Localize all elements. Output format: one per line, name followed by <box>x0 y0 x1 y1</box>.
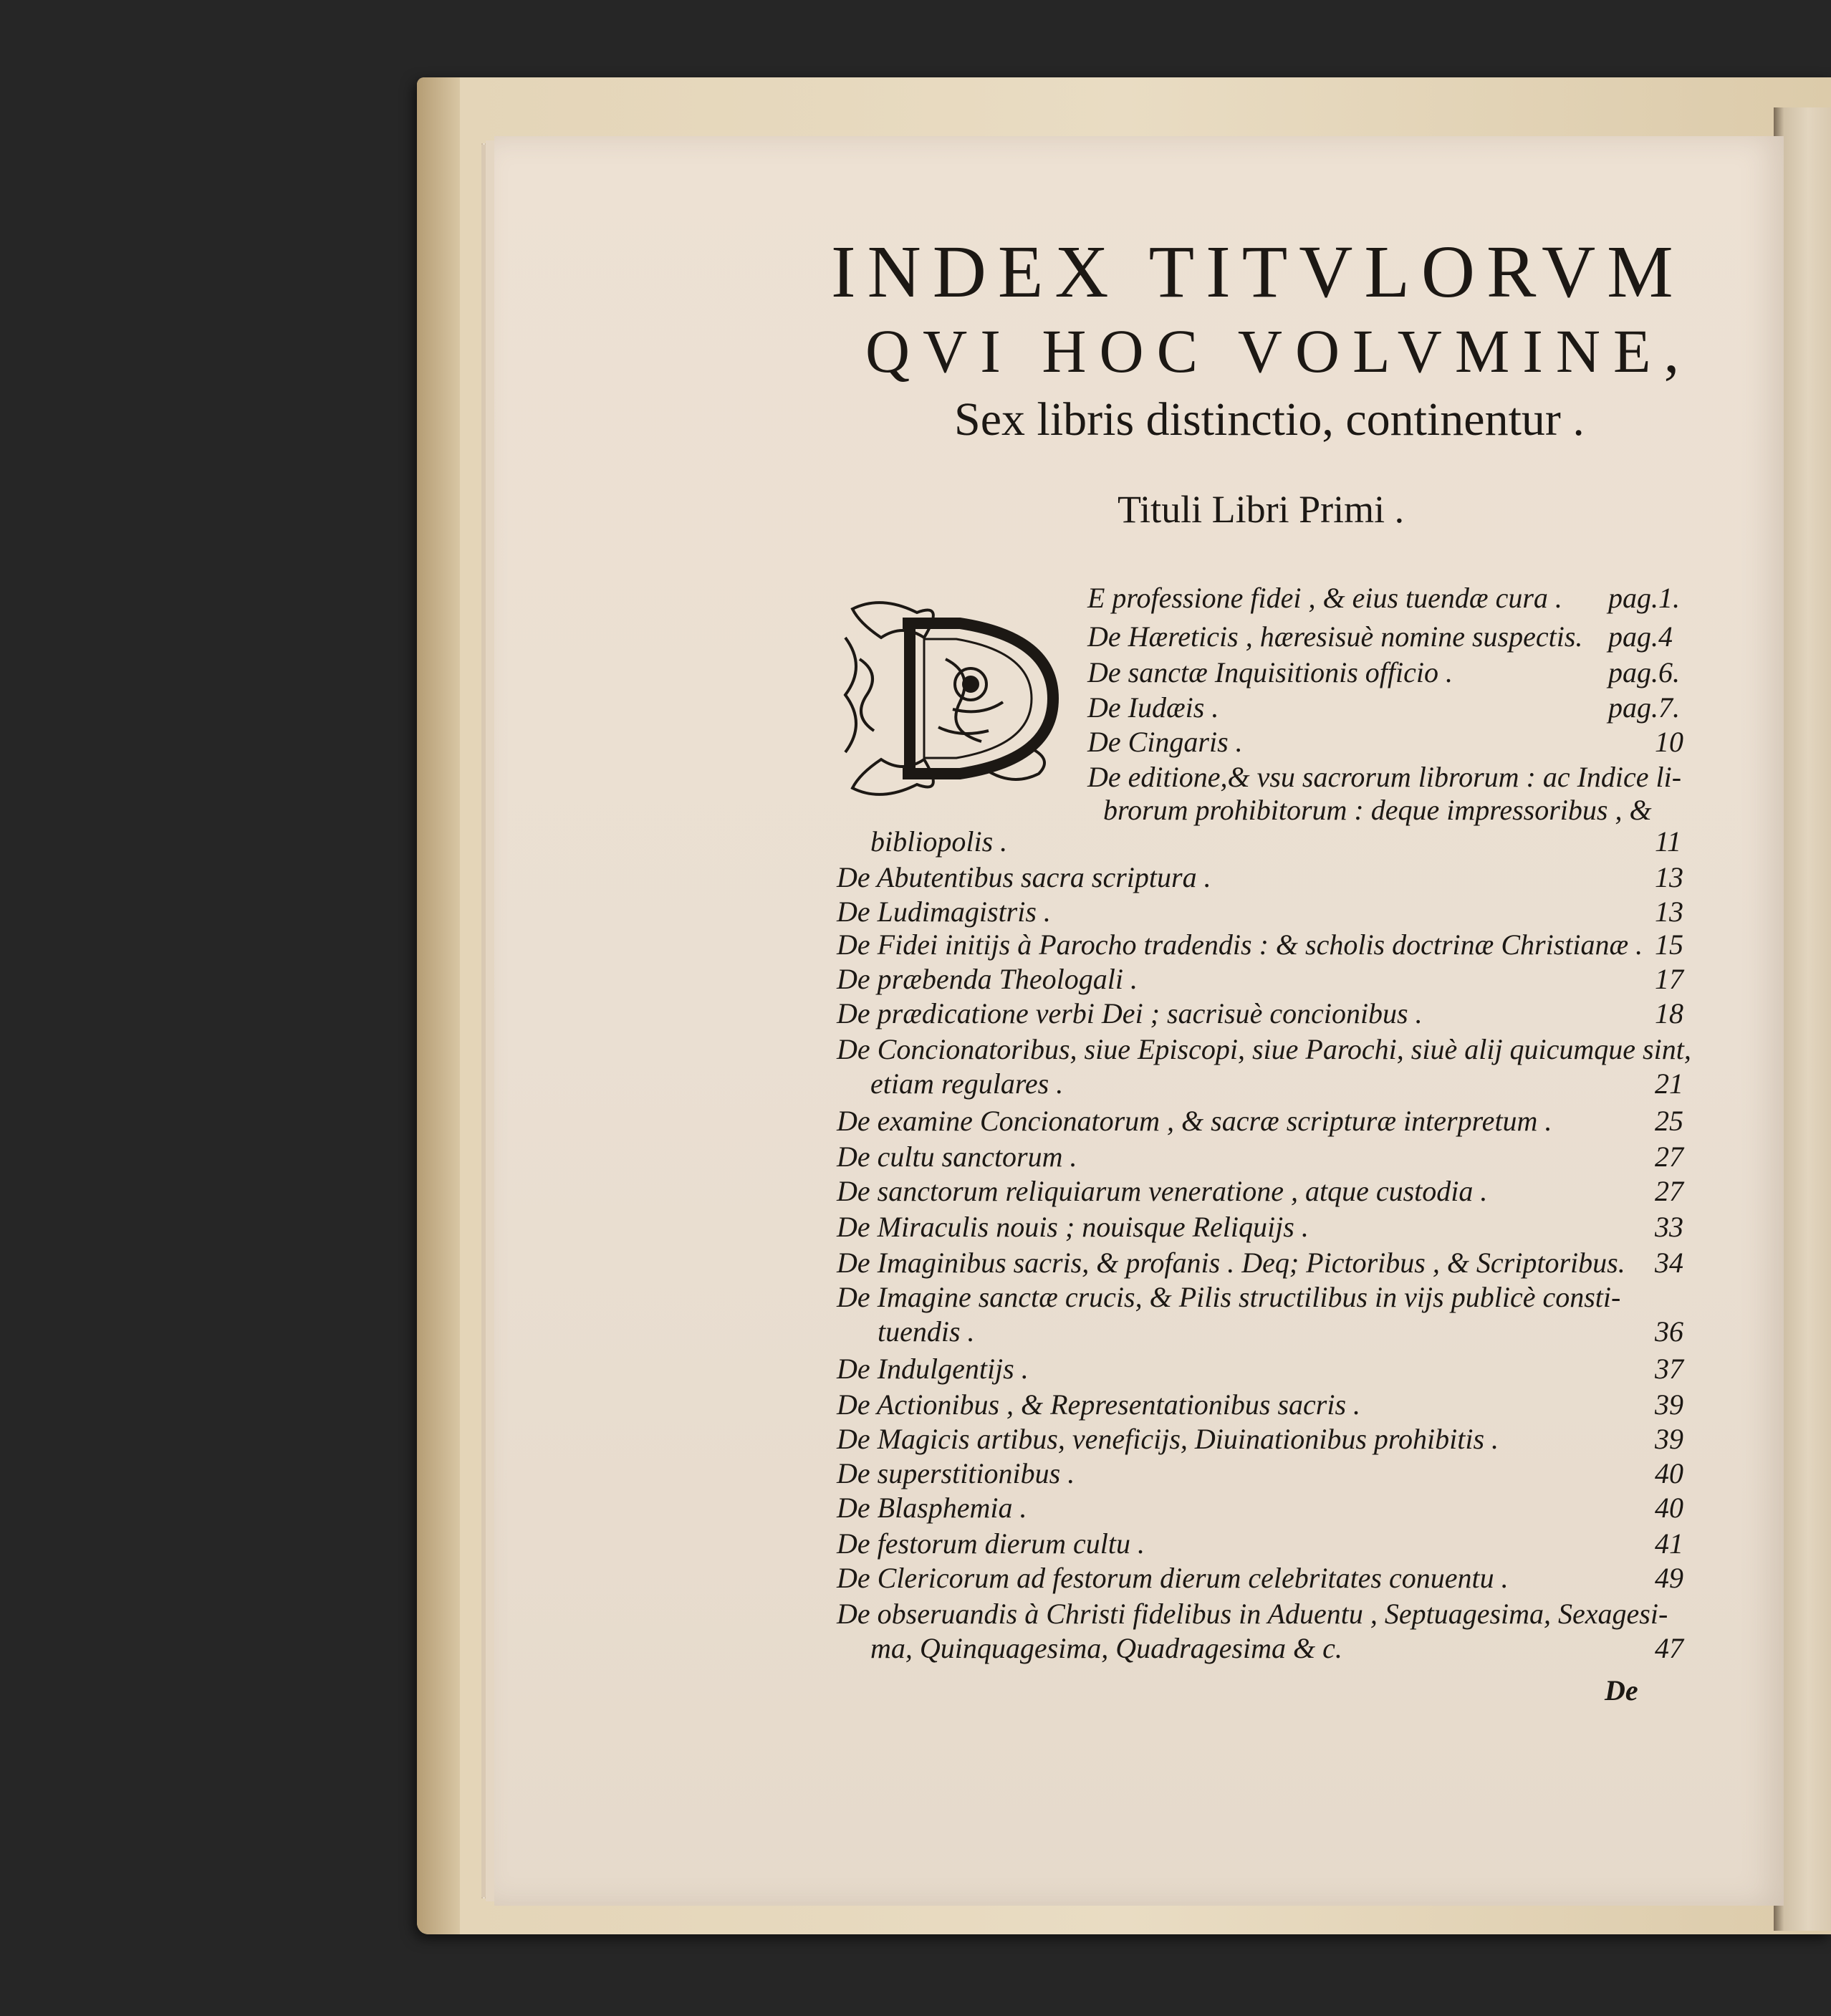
index-entry: E professione fidei , & eius tuendæ cura . <box>1087 582 1562 614</box>
page-number: 27 <box>1655 1141 1683 1173</box>
index-entry: De cultu sanctorum . <box>837 1141 1077 1173</box>
index-entry: etiam regulares . <box>870 1067 1064 1100</box>
index-entry: De examine Concionatorum , & sacræ scripturæ interpretum . <box>837 1105 1552 1137</box>
page-number: 25 <box>1655 1105 1683 1137</box>
index-entry: De Fidei initijs à Parocho tradendis : & scholis doctrinæ Christianæ . <box>837 928 1643 961</box>
page-number: 18 <box>1655 997 1683 1029</box>
section-heading: Tituli Libri Primi . <box>1118 488 1405 531</box>
page-number: 11 <box>1655 825 1682 858</box>
page-number: 40 <box>1655 1492 1683 1524</box>
cover-spine-edge <box>417 77 460 1934</box>
page-stack-edges <box>481 143 491 1899</box>
index-entry: De Actionibus , & Representationibus sacris . <box>837 1388 1361 1421</box>
index-entry: De Imaginibus sacris, & profanis . Deq; Pictoribus , & Scriptoribus. <box>837 1247 1625 1279</box>
ornamental-drop-cap-d-icon <box>838 595 1082 802</box>
page-number: 39 <box>1655 1388 1683 1421</box>
index-entry: De Abutentibus sacra scriptura . <box>837 861 1211 893</box>
page-number: 15 <box>1655 928 1683 961</box>
page-number: 40 <box>1655 1457 1683 1489</box>
index-entry: De præbenda Theologali . <box>837 963 1138 995</box>
index-entry: De Clericorum ad festorum dierum celebritates conuentu . <box>837 1562 1509 1594</box>
page-number: 10 <box>1655 726 1683 758</box>
page-number: 34 <box>1655 1247 1683 1279</box>
page-number: pag.7. <box>1608 691 1680 724</box>
index-entry: ma, Quinquagesima, Quadragesima & c. <box>870 1632 1342 1664</box>
page-number: 13 <box>1655 861 1683 893</box>
index-entry: De prædicatione verbi Dei ; sacrisuè concionibus . <box>837 997 1423 1029</box>
index-entry: De sanctæ Inquisitionis officio . <box>1087 656 1453 688</box>
page-number: 13 <box>1655 896 1683 928</box>
title-line-1: INDEX TITVLORVM <box>831 231 1685 313</box>
page-number: pag.4 <box>1608 620 1673 653</box>
page-number: 21 <box>1655 1067 1683 1100</box>
index-entry: De obseruandis à Christi fidelibus in Aduentu , Septuagesima, Sexagesi- <box>837 1598 1668 1630</box>
page-number: pag.6. <box>1608 656 1680 688</box>
page-number: 47 <box>1655 1632 1683 1664</box>
index-entry: De Miraculis nouis ; nouisque Reliquijs . <box>837 1211 1309 1243</box>
index-entry: De Hæreticis , hæresisuè nomine suspectis. <box>1087 620 1583 653</box>
page-number: 49 <box>1655 1562 1683 1594</box>
page-number: 33 <box>1655 1211 1683 1243</box>
page-number: 17 <box>1655 963 1683 995</box>
index-entry: De editione,& vsu sacrorum librorum : ac Indice li- <box>1087 761 1682 793</box>
page-number: 36 <box>1655 1315 1683 1348</box>
index-entry: De festorum dierum cultu . <box>837 1527 1145 1560</box>
page-number: 37 <box>1655 1353 1683 1385</box>
index-entry: De Indulgentijs . <box>837 1353 1029 1385</box>
index-entry: De sanctorum reliquiarum veneratione , atque custodia . <box>837 1175 1488 1207</box>
page-number: 41 <box>1655 1527 1683 1560</box>
index-entry: tuendis . <box>878 1315 975 1348</box>
index-entry: bibliopolis . <box>870 825 1008 858</box>
page-number: pag.1. <box>1608 582 1680 614</box>
index-entry: De Magicis artibus, veneficijs, Diuinationibus prohibitis . <box>837 1423 1499 1455</box>
title-line-2: QVI HOC VOLVMINE, <box>865 317 1693 385</box>
index-entry: De Cingaris . <box>1087 726 1243 758</box>
index-entry: De Blasphemia . <box>837 1492 1027 1524</box>
index-entry: De superstitionibus . <box>837 1457 1075 1489</box>
catchword: De <box>1605 1674 1638 1707</box>
index-entry: De Imagine sanctæ crucis, & Pilis structilibus in vijs publicè consti- <box>837 1281 1621 1313</box>
page-number: 39 <box>1655 1423 1683 1455</box>
page-number: 27 <box>1655 1175 1683 1207</box>
title-line-3: Sex libris distinctio, continentur . <box>954 393 1585 446</box>
index-entry: brorum prohibitorum : deque impressoribus , & <box>1103 794 1652 826</box>
index-entry: De Ludimagistris . <box>837 896 1051 928</box>
index-entry: De Concionatoribus, siue Episcopi, siue Parochi, siuè alij quicumque sint, <box>837 1033 1691 1065</box>
index-entry: De Iudæis . <box>1087 691 1219 724</box>
